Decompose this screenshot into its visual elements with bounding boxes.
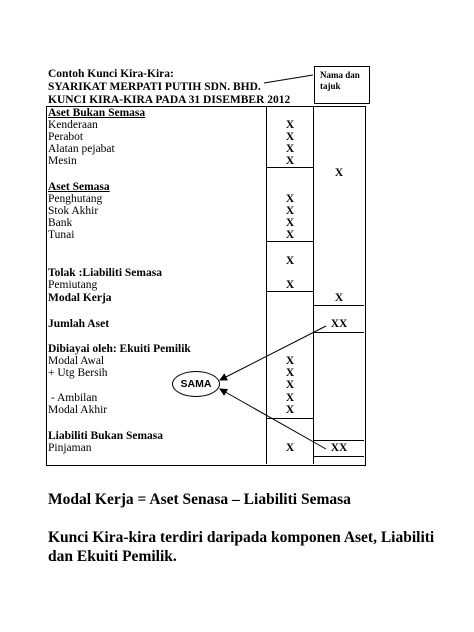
- mark-modal-awal: X: [285, 355, 295, 367]
- item-perabot: Perabot: [48, 131, 84, 143]
- arrow-liabiliti-to-sama: [220, 389, 326, 449]
- item-mesin: Mesin: [48, 155, 77, 167]
- item-pinjaman: Pinjaman: [48, 442, 92, 454]
- mark-utg-bersih: X: [285, 367, 295, 379]
- mark-ambilan: X: [285, 392, 295, 404]
- note-line-1: Kunci Kira-kira terdiri daripada komponen Aset, Liabiliti: [48, 529, 435, 546]
- mark-total-aset-bukan-semasa: X: [334, 167, 344, 179]
- mark-tunai: X: [285, 229, 295, 241]
- section-liabiliti-bukan-semasa: Liabiliti Bukan Semasa: [48, 430, 164, 442]
- mark-alatan-pejabat: X: [285, 143, 295, 155]
- note-line-2: dan Ekuiti Pemilik.: [48, 548, 177, 565]
- callout-line-2: tajuk: [320, 81, 341, 91]
- mark-modal-kerja: X: [334, 292, 344, 304]
- callout-line-1: Nama dan: [320, 70, 360, 80]
- item-penghutang: Penghutang: [48, 193, 103, 205]
- mark-subtotal-1: X: [285, 379, 295, 391]
- arrow-jumlah-aset-to-sama: [220, 326, 326, 380]
- item-bank: Bank: [48, 217, 73, 229]
- example-title: Contoh Kunci Kira-Kira:: [48, 68, 174, 80]
- mark-stok-akhir: X: [285, 205, 295, 217]
- mark-bank: X: [285, 217, 295, 229]
- mark-jumlah-aset: XX: [330, 318, 348, 330]
- item-tunai: Tunai: [48, 229, 75, 241]
- mark-mesin: X: [285, 155, 295, 167]
- mark-total-ekuiti-liabiliti: XX: [330, 442, 348, 454]
- row-modal-kerja: Modal Kerja: [48, 292, 112, 304]
- mark-modal-akhir: X: [285, 404, 295, 416]
- mark-pemiutang: X: [285, 279, 295, 291]
- section-aset-bukan-semasa: Aset Bukan Semasa: [48, 107, 146, 119]
- section-aset-semasa: Aset Semasa: [48, 181, 110, 193]
- item-alatan-pejabat: Alatan pejabat: [48, 143, 115, 155]
- callout-pointer-line: [264, 75, 313, 83]
- item-utg-bersih: + Utg Bersih: [48, 367, 108, 379]
- section-dibiayai-oleh: Dibiayai oleh: Ekuiti Pemilik: [48, 343, 191, 355]
- section-tolak-liabiliti-semasa: Tolak :Liabiliti Semasa: [48, 267, 162, 279]
- row-jumlah-aset: Jumlah Aset: [48, 318, 110, 330]
- sama-ellipse: SAMA: [172, 371, 220, 397]
- mark-total-aset-semasa: X: [285, 255, 295, 267]
- mark-penghutang: X: [285, 193, 295, 205]
- mark-pinjaman: X: [285, 442, 295, 454]
- mark-perabot: X: [285, 131, 295, 143]
- statement-title: KUNCI KIRA-KIRA PADA 31 DISEMBER 2012: [48, 94, 291, 106]
- item-ambilan: - Ambilan: [48, 392, 98, 404]
- mark-kenderaan: X: [285, 119, 295, 131]
- item-modal-awal: Modal Awal: [48, 355, 105, 367]
- item-kenderaan: Kenderaan: [48, 119, 98, 131]
- company-name: SYARIKAT MERPATI PUTIH SDN. BHD.: [48, 81, 261, 93]
- item-modal-akhir: Modal Akhir: [48, 404, 108, 416]
- item-pemiutang: Pemiutang: [48, 279, 98, 291]
- item-stok-akhir: Stok Akhir: [48, 205, 99, 217]
- working-capital-formula: Modal Kerja = Aset Senasa – Liabiliti Semasa: [48, 491, 351, 508]
